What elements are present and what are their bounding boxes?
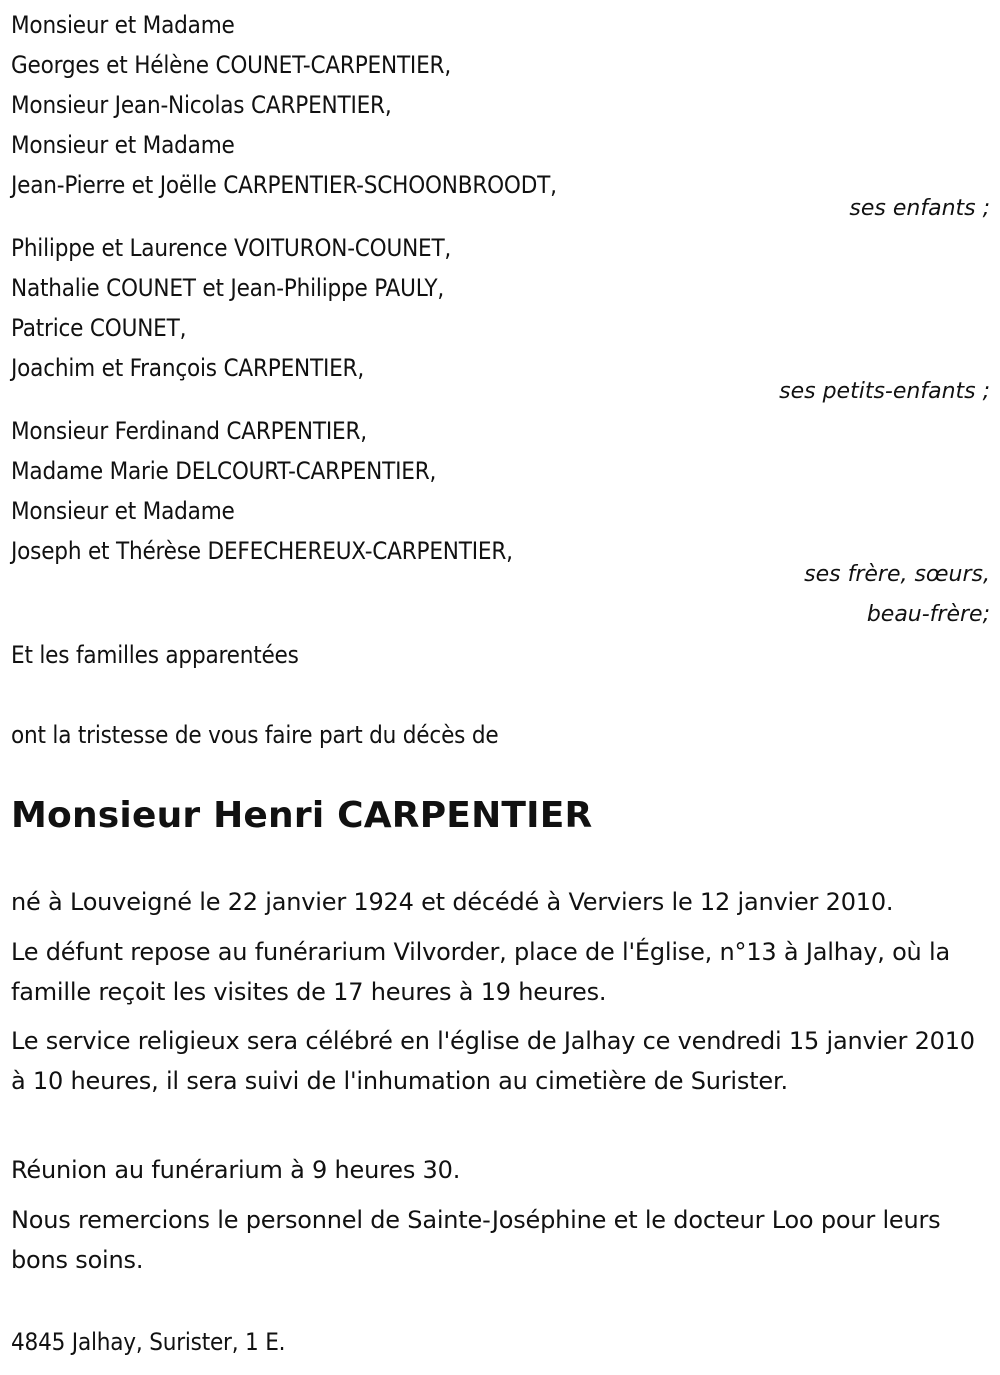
family-line: Joseph et Thérèse DEFECHEREUX-CARPENTIER,: [11, 537, 513, 565]
relation-label: ses petits-enfants ;: [779, 379, 990, 404]
family-line: Georges et Hélène COUNET-CARPENTIER,: [11, 51, 451, 79]
meeting-paragraph: Réunion au funérarium à 9 heures 30.: [11, 1156, 461, 1184]
service-paragraph: Le service religieux sera célébré en l'église de Jalhay ce vendredi 15 janvier 2010 à 10 heures, il sera suivi de l'inhumation au cimetière de Surister.: [11, 1027, 975, 1095]
family-line: Jean-Pierre et Joëlle CARPENTIER-SCHOONBROODT,: [11, 171, 557, 199]
family-line: Monsieur Ferdinand CARPENTIER,: [11, 417, 367, 445]
family-line: Monsieur et Madame: [11, 11, 235, 39]
family-line: Patrice COUNET,: [11, 314, 187, 342]
family-line: Monsieur et Madame: [11, 497, 235, 525]
relation-label: ses enfants ;: [849, 196, 990, 221]
family-line: Madame Marie DELCOURT-CARPENTIER,: [11, 457, 437, 485]
family-line: Monsieur Jean-Nicolas CARPENTIER,: [11, 91, 392, 119]
family-line: Philippe et Laurence VOITURON-COUNET,: [11, 234, 452, 262]
relation-label: beau-frère;: [866, 602, 990, 627]
relation-label: ses frère, sœurs,: [804, 562, 990, 587]
visitation-paragraph: Le défunt repose au funérarium Vilvorder, place de l'Église, n°13 à Jalhay, où la famille reçoit les visites de 17 heures à 19 heures.: [11, 938, 950, 1006]
family-line: Monsieur et Madame: [11, 131, 235, 159]
family-line: Joachim et François CARPENTIER,: [11, 354, 365, 382]
families-line: Et les familles apparentées: [11, 641, 299, 669]
address: 4845 Jalhay, Surister, 1 E.: [11, 1328, 286, 1356]
announcement-text: ont la tristesse de vous faire part du décès de: [11, 721, 499, 749]
family-line: Nathalie COUNET et Jean-Philippe PAULY,: [11, 274, 444, 302]
thanks-paragraph: Nous remercions le personnel de Sainte-Joséphine et le docteur Loo pour leurs bons soins.: [11, 1206, 941, 1274]
deceased-name: Monsieur Henri CARPENTIER: [11, 795, 593, 836]
birth-death-paragraph: né à Louveigné le 22 janvier 1924 et décédé à Verviers le 12 janvier 2010.: [11, 888, 894, 916]
